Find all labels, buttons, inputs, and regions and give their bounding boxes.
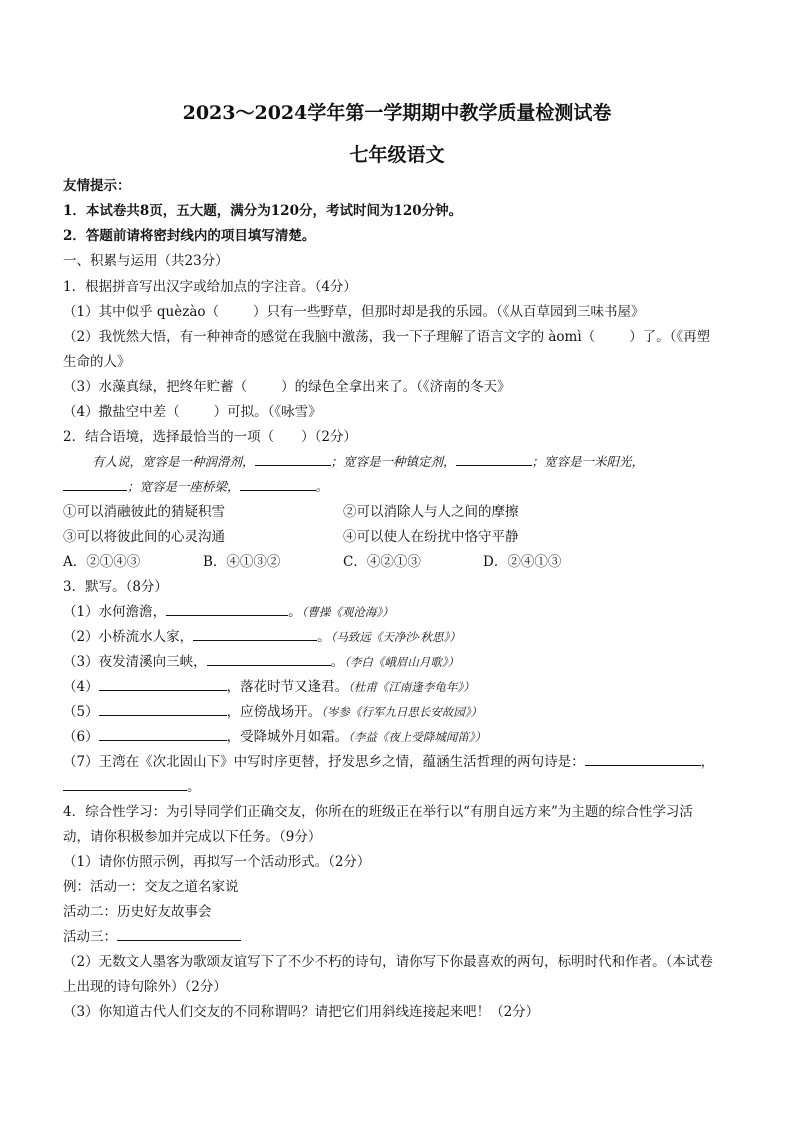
q1-item-1: （1）其中似乎 quèzào（ ）只有一些野草，但那时却是我的乐园。（《从百草园到三味书屋》 (63, 304, 645, 320)
choice-c[interactable]: C．④②①③ (343, 554, 421, 570)
q2-option-2: ②可以消除人与人之间的摩擦 (343, 504, 519, 520)
q3-item-1: （1）水何澹澹， 。（曹操《观沧海》） (63, 600, 394, 620)
tips-heading: 友情提示： (63, 178, 131, 194)
answer-blank[interactable] (166, 601, 288, 616)
q2-passage-line-2: ；宽容是一座桥梁， 。 (63, 476, 328, 495)
answer-blank[interactable] (193, 626, 317, 641)
tip-2: 2．答题前请将密封线内的项目填写清楚。 (63, 228, 316, 244)
q2-option-3: ③可以将彼此间的心灵沟通 (63, 529, 225, 545)
section-heading: 一、积累与运用（共23分） (63, 253, 229, 269)
q4-stem-line-1: 4．综合性学习：为引导同学们正确交友，你所在的班级正在举行以“有朋自远方来”为主题的综合性学习活 (63, 804, 693, 820)
answer-blank[interactable] (207, 651, 331, 666)
q4-sub-2-line-2: 上出现的诗句除外）（2分） (63, 979, 227, 995)
q3-item-7: （7）王湾在《次北固山下》中写时序更替，抒发思乡之情，蕴涵生活哲理的两句诗是： ， (63, 750, 714, 770)
q1-item-2: （2）我恍然大悟，有一种神奇的感觉在我脑中激荡，我一下子理解了语言文字的 àomì（ ）了。（《再塑 (63, 329, 711, 345)
exam-subtitle: 七年级语文 (349, 144, 445, 166)
q2-option-4: ④可以使人在纷扰中恪守平静 (343, 529, 519, 545)
answer-blank[interactable] (63, 476, 127, 491)
tip-1: 1．本试卷共8页，五大题，满分为120分，考试时间为120分钟。 (63, 203, 463, 219)
q2-choices (63, 550, 623, 570)
q1-item-2-cont: 生命的人》 (63, 354, 131, 370)
q4-sub-1: （1）请你仿照示例，再拟写一个活动形式。（2分） (63, 854, 371, 870)
answer-blank[interactable] (99, 676, 227, 691)
q1-stem: 1．根据拼音写出汉字或给加点的字注音。（4分） (63, 279, 357, 295)
q4-example-1: 例：活动一：交友之道名家说 (63, 879, 239, 895)
answer-blank[interactable] (99, 701, 227, 716)
answer-blank[interactable] (99, 726, 227, 741)
choice-a[interactable]: A．②①④③ (63, 554, 141, 570)
q4-sub-2-line-1: （2）无数文人墨客为歌颂友谊写下了不少不朽的诗句，请你写下你最喜欢的两句，标明时代和作者。（本试卷 (63, 954, 713, 970)
q2-option-1: ①可以消融彼此的猜疑积雪 (63, 504, 225, 520)
answer-blank[interactable] (117, 926, 241, 941)
q3-item-5: （5） ，应傍战场开。（岑参《行军九日思长安故园》） (63, 700, 482, 720)
q4-example-2: 活动二：历史好友故事会 (63, 904, 212, 920)
answer-blank[interactable] (255, 451, 331, 466)
q2-passage-line-1: 有人说，宽容是一种润滑剂， ；宽容是一种镇定剂， ；宽容是一米阳光， (92, 451, 644, 470)
q3-item-3: （3）夜发清溪向三峡， 。（李白《峨眉山月歌》） (63, 650, 459, 670)
q1-item-4: （4）撒盐空中差（ ）可拟。（《咏雪》 (63, 404, 322, 420)
q3-item-7-cont: 。 (63, 775, 201, 795)
answer-blank[interactable] (456, 451, 532, 466)
q4-stem-line-2: 动，请你积极参加并完成以下任务。（9分） (63, 829, 322, 845)
q4-activity-3: 活动三： (63, 925, 241, 945)
choice-b[interactable]: B．④①③② (203, 554, 281, 570)
answer-blank[interactable] (63, 776, 187, 791)
choice-d[interactable]: D．②④①③ (483, 554, 562, 570)
q3-item-6: （6） ，受降城外月如霜。（李益《夜上受降城闻笛》） (63, 725, 486, 745)
q3-stem: 3．默写。（8分） (63, 579, 168, 595)
answer-blank[interactable] (585, 751, 701, 766)
q3-item-4: （4） ，落花时节又逢君。（杜甫《江南逢李龟年》） (63, 675, 475, 695)
q2-stem: 2．结合语境，选择最恰当的一项（ ）（2分） (63, 429, 357, 445)
q4-sub-3: （3）你知道古代人们交友的不同称谓吗？请把它们用斜线连接起来吧！（2分） (63, 1004, 540, 1020)
q3-item-2: （2）小桥流水人家， 。（马致远《天净沙·秋思》） (63, 625, 461, 645)
q1-item-3: （3）水藻真绿，把终年贮蓄（ ）的绿色全拿出来了。（《济南的冬天》 (63, 379, 511, 395)
answer-blank[interactable] (240, 476, 316, 491)
exam-title: 2023～2024学年第一学期期中教学质量检测试卷 (182, 102, 612, 124)
